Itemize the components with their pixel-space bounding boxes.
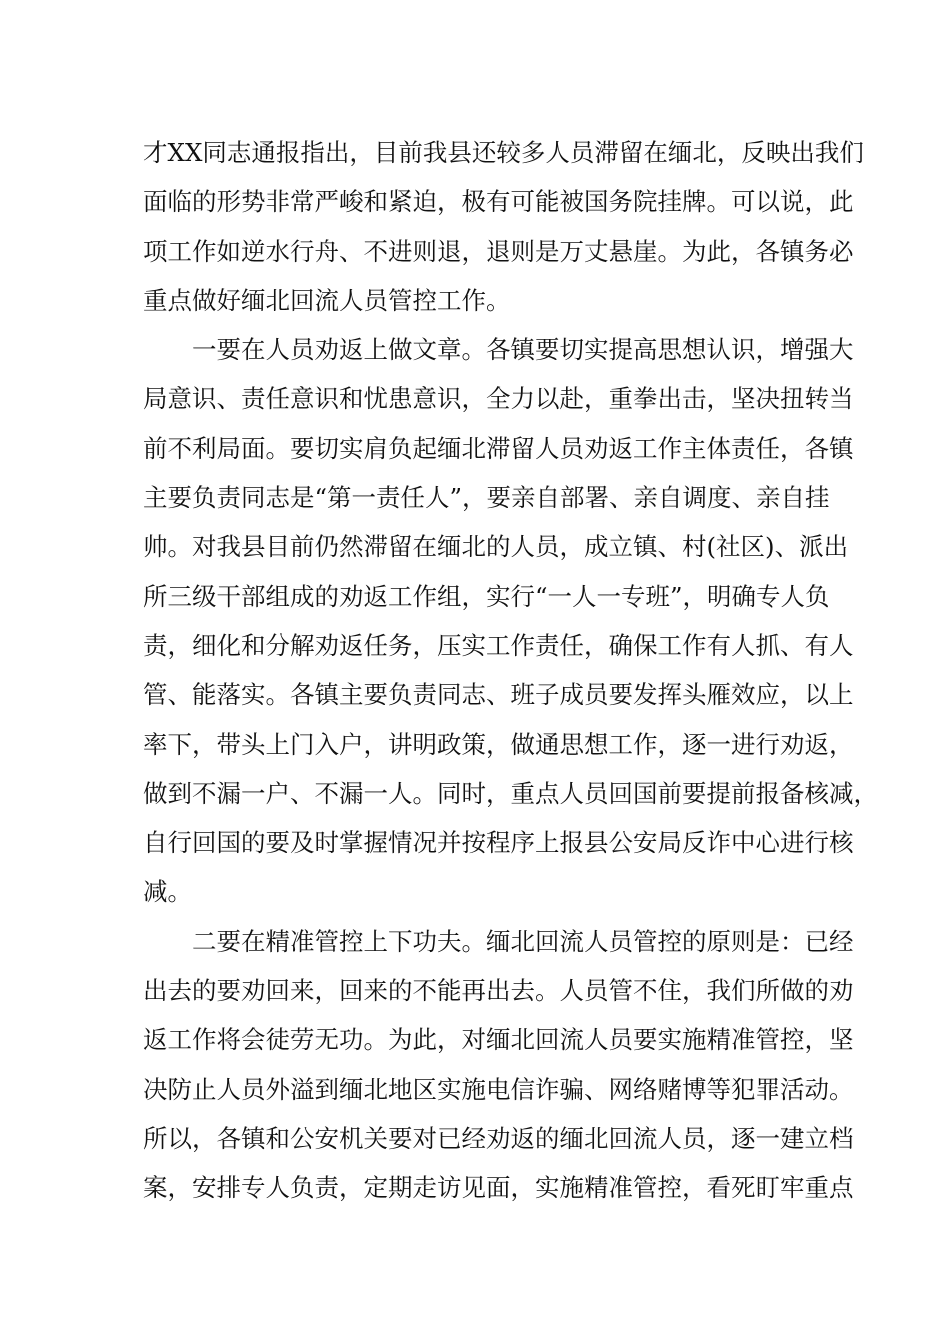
text-line: 责，细化和分解劝返任务，压实工作责任，确保工作有人抓、有人 bbox=[143, 630, 854, 660]
text-line: 返工作将会徒劳无功。为此，对缅北回流人员要实施精准管控，坚 bbox=[143, 1025, 854, 1055]
text-line: 案，安排专人负责，定期走访见面，实施精准管控，看死盯牢重点 bbox=[143, 1173, 854, 1203]
document-body bbox=[143, 128, 878, 1213]
text-line: 做到不漏一户、不漏一人。同时，重点人员回国前要提前报备核减， bbox=[143, 778, 878, 808]
text-line: 二要在精准管控上下功夫。缅北回流人员管控的原则是：已经 bbox=[192, 926, 854, 956]
text-line: 决防止人员外溢到缅北地区实施电信诈骗、网络赌博等犯罪活动。 bbox=[143, 1074, 854, 1104]
text-line: 管、能落实。各镇主要负责同志、班子成员要发挥头雁效应，以上 bbox=[143, 680, 854, 710]
text-line: 一要在人员劝返上做文章。各镇要切实提高思想认识，增强大 bbox=[192, 335, 854, 365]
text-line: 率下，带头上门入户，讲明政策，做通思想工作，逐一进行劝返， bbox=[143, 729, 854, 759]
text-line: 减。 bbox=[143, 877, 192, 907]
paragraph bbox=[143, 325, 878, 917]
paragraph bbox=[143, 917, 854, 1213]
paragraph bbox=[143, 128, 864, 325]
text-line: 所以，各镇和公安机关要对已经劝返的缅北回流人员，逐一建立档 bbox=[143, 1123, 854, 1153]
text-line: 主要负责同志是“第一责任人”，要亲自部署、亲自调度、亲自挂 bbox=[143, 483, 830, 513]
text-line: 出去的要劝回来，回来的不能再出去。人员管不住，我们所做的劝 bbox=[143, 976, 854, 1006]
text-line: 项工作如逆水行舟、不进则退，退则是万丈悬崖。为此，各镇务必 bbox=[143, 236, 854, 266]
text-line: 面临的形势非常严峻和紧迫，极有可能被国务院挂牌。可以说，此 bbox=[143, 187, 854, 217]
text-line: 局意识、责任意识和忧患意识，全力以赴，重拳出击，坚决扭转当 bbox=[143, 384, 854, 414]
text-line: 前不利局面。要切实肩负起缅北滞留人员劝返工作主体责任，各镇 bbox=[143, 433, 854, 463]
text-line: 自行回国的要及时掌握情况并按程序上报县公安局反诈中心进行核 bbox=[143, 828, 854, 858]
text-line: 重点做好缅北回流人员管控工作。 bbox=[143, 285, 511, 315]
text-line: 所三级干部组成的劝返工作组，实行“一人一专班”，明确专人负 bbox=[143, 581, 830, 611]
text-line: 帅。对我县目前仍然滞留在缅北的人员，成立镇、村(社区)、派出 bbox=[143, 532, 849, 562]
text-line: 才XX同志通报指出，目前我县还较多人员滞留在缅北，反映出我们 bbox=[143, 138, 864, 167]
